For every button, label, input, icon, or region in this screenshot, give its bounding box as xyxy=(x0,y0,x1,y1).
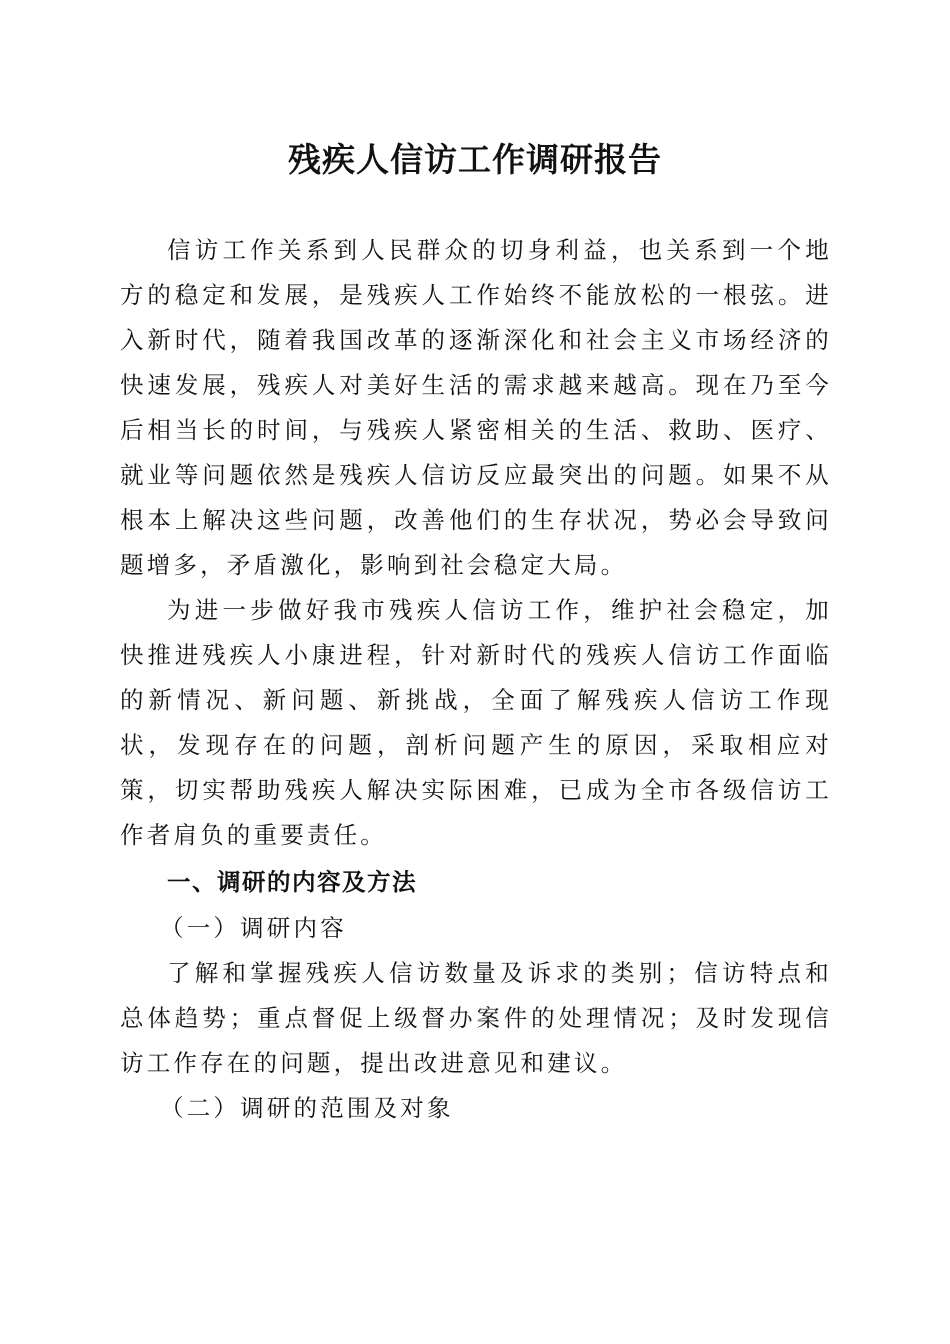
subsection-2-heading: （二）调研的范围及对象 xyxy=(160,1094,454,1122)
intro-paragraph-1: 信访工作关系到人民群众的切身利益，也关系到一个地方的稳定和发展，是残疾人工作始终不能放松的一根弦。进入新时代，随着我国改革的逐渐深化和社会主义市场经济的快速发展，残疾人对美好生活的需求越来越高。现在乃至今后相当长的时间，与残疾人紧密相关的生活、救助、医疗、就业等问题依然是残疾人信访反应最突出的问题。如果不从根本上解决这些问题，改善他们的生存状况，势必会导致问题增多，矛盾激化，影响到社会稳定大局。 xyxy=(120,236,832,579)
section-1-heading: 一、调研的内容及方法 xyxy=(167,868,417,896)
document-body xyxy=(120,228,832,1131)
intro-paragraph-2: 为进一步做好我市残疾人信访工作，维护社会稳定，加快推进残疾人小康进程，针对新时代的残疾人信访工作面临的新情况、新问题、新挑战，全面了解残疾人信访工作现状，发现存在的问题，剖析问题产生的原因，采取相应对策，切实帮助残疾人解决实际困难，已成为全市各级信访工作者肩负的重要责任。 xyxy=(120,596,832,849)
document-title: 残疾人信访工作调研报告 xyxy=(288,140,662,179)
subsection-1-text: 了解和掌握残疾人信访数量及诉求的类别；信访特点和总体趋势；重点督促上级督办案件的处理情况；及时发现信访工作存在的问题，提出改进意见和建议。 xyxy=(120,959,832,1077)
subsection-1-heading: （一）调研内容 xyxy=(160,914,347,942)
